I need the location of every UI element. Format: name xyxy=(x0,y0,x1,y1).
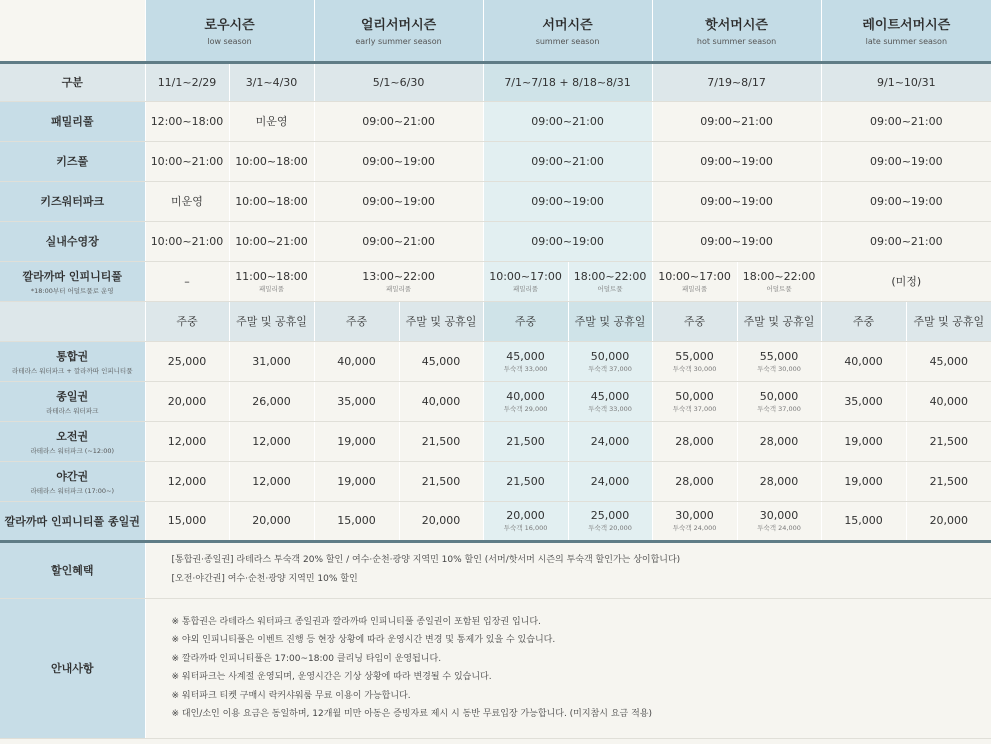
price-cell xyxy=(145,421,229,461)
price-cell xyxy=(737,341,821,381)
price-cell xyxy=(906,461,991,501)
price-value: 35,000 xyxy=(337,394,376,408)
row-label xyxy=(0,461,145,501)
price-cell xyxy=(145,381,229,421)
price-cell xyxy=(568,381,652,421)
season-en: low season xyxy=(207,37,252,47)
hours-cell: 09:00~21:00 xyxy=(314,221,483,261)
price-cell xyxy=(906,501,991,541)
pool-note: 패밀리풀 xyxy=(258,284,285,293)
date-cell: 3/1~4/30 xyxy=(229,62,314,101)
hours-cell: – xyxy=(145,261,229,301)
hours-cell: 09:00~21:00 xyxy=(821,221,991,261)
price-cell xyxy=(821,381,906,421)
ticket-name: 야간권 xyxy=(56,469,89,483)
price-value: 45,000 xyxy=(421,354,461,368)
price-cell xyxy=(737,461,821,501)
price-value: 25,000 xyxy=(590,509,630,522)
hours-cell: 09:00~19:00 xyxy=(652,181,821,221)
notice-line: ※ 야외 인피니티풀은 이벤트 진행 등 현장 상황에 따라 운영시간 변경 및 통제가 있을 수 있습니다. xyxy=(171,635,556,645)
hours-row-indoor-pool xyxy=(0,221,991,261)
price-value: 15,000 xyxy=(167,514,207,527)
price-cell xyxy=(314,381,399,421)
price-value: 35,000 xyxy=(844,394,883,408)
price-cell xyxy=(906,341,991,381)
time-text: 10:00~17:00 xyxy=(658,269,731,283)
hours-cell xyxy=(229,261,314,301)
discount-line: [오전·야간권] 여수·순천·광양 지역민 10% 할인 xyxy=(171,574,358,584)
ticket-desc: 라테라스 워터파크 + 깔라까따 인피니티풀 xyxy=(12,366,133,375)
price-value: 50,000 xyxy=(675,389,714,403)
price-value: 24,000 xyxy=(590,474,630,488)
price-value: 20,000 xyxy=(167,394,207,408)
price-value: 25,000 xyxy=(167,354,207,368)
hours-cell xyxy=(652,261,737,301)
price-cell xyxy=(229,341,314,381)
guest-price: 투숙객 33,000 xyxy=(503,364,548,373)
price-cell xyxy=(483,501,568,541)
season-early-summer xyxy=(314,0,483,62)
hours-cell: 09:00~19:00 xyxy=(314,181,483,221)
price-value: 45,000 xyxy=(929,354,969,368)
price-cell xyxy=(314,341,399,381)
price-value: 21,500 xyxy=(421,434,461,448)
time-text: 18:00~22:00 xyxy=(573,269,647,283)
hours-cell: 10:00~21:00 xyxy=(145,221,229,261)
price-cell xyxy=(399,501,483,541)
season-summer xyxy=(483,0,652,62)
price-cell xyxy=(483,381,568,421)
ticket-name: 오전권 xyxy=(56,429,89,443)
season-en: late summer season xyxy=(865,37,948,47)
time-text: 18:00~22:00 xyxy=(742,269,816,283)
hours-cell: 09:00~19:00 xyxy=(821,141,991,181)
day-type-cell: 주중 xyxy=(483,301,568,341)
hours-cell: 09:00~21:00 xyxy=(314,101,483,141)
price-value: 50,000 xyxy=(759,389,799,403)
price-cell xyxy=(229,461,314,501)
price-cell xyxy=(399,381,483,421)
ticket-name: 종일권 xyxy=(56,389,89,403)
discount-content xyxy=(145,541,991,598)
notice-line: ※ 워터파크는 사계절 운영되며, 운영시간은 기상 상황에 따라 변경될 수 있습니다. xyxy=(171,672,492,682)
price-value: 28,000 xyxy=(675,474,714,488)
guest-price: 투숙객 16,000 xyxy=(503,524,548,532)
price-cell xyxy=(229,501,314,541)
hours-cell: 미운영 xyxy=(145,181,229,221)
price-cell xyxy=(652,501,737,541)
time-text: 10:00~17:00 xyxy=(489,269,562,283)
hours-cell: 09:00~19:00 xyxy=(483,181,652,221)
ticket-name: 깔라까따 인피니티풀 종일권 xyxy=(4,514,140,528)
day-type-cell: 주중 xyxy=(821,301,906,341)
row-label: 키즈풀 xyxy=(0,141,145,181)
time-text: 13:00~22:00 xyxy=(362,269,435,283)
guest-price: 투숙객 37,000 xyxy=(588,364,632,373)
date-cell: 9/1~10/31 xyxy=(821,62,991,101)
season-name: 서머시즌 xyxy=(542,18,593,34)
price-cell xyxy=(906,421,991,461)
price-rows xyxy=(0,341,991,541)
row-label: 패밀리풀 xyxy=(0,101,145,141)
hours-cell: 09:00~19:00 xyxy=(652,141,821,181)
season-en: hot summer season xyxy=(696,37,777,47)
price-cell xyxy=(399,461,483,501)
pool-note: 패밀리풀 xyxy=(512,284,539,293)
season-name: 로우시즌 xyxy=(204,18,255,34)
day-type-cell: 주중 xyxy=(314,301,399,341)
hours-cell xyxy=(483,261,568,301)
price-cell xyxy=(906,381,991,421)
price-cell xyxy=(568,341,652,381)
ticket-name: 통합권 xyxy=(56,349,89,363)
price-cell xyxy=(737,381,821,421)
price-value: 19,000 xyxy=(337,474,376,488)
price-value: 15,000 xyxy=(844,514,883,527)
price-cell xyxy=(568,501,652,541)
hours-row-family-pool xyxy=(0,101,991,141)
hours-cell: 09:00~21:00 xyxy=(483,101,652,141)
price-value: 15,000 xyxy=(337,514,376,527)
price-value: 50,000 xyxy=(590,349,630,363)
price-value: 20,000 xyxy=(506,509,545,522)
pool-note: 패밀리풀 xyxy=(385,284,412,293)
price-value: 40,000 xyxy=(929,394,969,408)
guest-price: 투숙객 29,000 xyxy=(503,404,548,413)
guest-price: 투숙객 24,000 xyxy=(672,524,717,532)
ticket-desc: 라테라스 워터파크 (~12:00) xyxy=(30,446,115,455)
notice-content xyxy=(145,598,991,738)
row-label xyxy=(0,501,145,541)
price-cell xyxy=(821,341,906,381)
hours-row-kids-waterpark xyxy=(0,181,991,221)
price-value: 40,000 xyxy=(421,394,461,408)
price-cell xyxy=(314,421,399,461)
season-name: 얼리서머시즌 xyxy=(360,18,437,34)
price-value: 20,000 xyxy=(252,514,291,527)
row-label: 할인혜택 xyxy=(0,541,145,598)
discount-line: [통합권·종일권] 라테라스 투숙객 20% 할인 / 여수·순천·광양 지역민 10% 할인 (서머/핫서머 시즌의 투숙객 할인가는 상이합니다) xyxy=(171,555,681,565)
notice-line: ※ 대인/소인 이용 요금은 동일하며, 12개월 미만 아동은 증빙자료 제시 시 동반 무료입장 가능합니다. (미지참시 요금 적용) xyxy=(171,709,652,719)
season-name: 핫서머시즌 xyxy=(705,18,768,34)
price-value: 21,500 xyxy=(506,434,545,448)
price-value: 26,000 xyxy=(252,394,291,408)
hours-cell: 09:00~21:00 xyxy=(483,141,652,181)
hours-row-infinity-pool xyxy=(0,261,991,301)
price-value: 21,500 xyxy=(421,474,461,488)
price-cell xyxy=(314,501,399,541)
season-late-summer xyxy=(821,0,991,62)
price-cell xyxy=(568,421,652,461)
day-type-cell: 주말 및 공휴일 xyxy=(399,301,483,341)
hours-cell: 09:00~21:00 xyxy=(652,101,821,141)
row-label-sub: *18:00부터 어덜트풀로 운영 xyxy=(30,286,114,295)
row-label-empty xyxy=(0,301,145,341)
day-type-row xyxy=(0,301,991,341)
price-value: 28,000 xyxy=(759,434,799,448)
pool-note: 어덜트풀 xyxy=(766,284,792,293)
price-value: 19,000 xyxy=(844,474,883,488)
guest-price: 투숙객 30,000 xyxy=(757,364,801,373)
price-cell xyxy=(483,341,568,381)
hours-cell: 09:00~21:00 xyxy=(821,101,991,141)
hours-cell: 10:00~21:00 xyxy=(229,221,314,261)
price-value: 12,000 xyxy=(167,434,207,448)
price-value: 28,000 xyxy=(675,434,714,448)
hours-cell: 10:00~18:00 xyxy=(229,181,314,221)
day-type-cell: 주중 xyxy=(652,301,737,341)
day-type-cell: 주중 xyxy=(145,301,229,341)
row-label xyxy=(0,341,145,381)
price-row xyxy=(0,501,991,541)
ticket-desc: 라테라스 워터파크 (17:00~) xyxy=(30,486,115,495)
price-cell xyxy=(652,421,737,461)
price-value: 55,000 xyxy=(675,349,714,363)
price-value: 40,000 xyxy=(337,354,376,368)
price-cell xyxy=(737,501,821,541)
hours-cell: 09:00~19:00 xyxy=(314,141,483,181)
price-cell xyxy=(399,341,483,381)
notice-line: ※ 워터파크 티켓 구매시 락커샤워룸 무료 이용이 가능합니다. xyxy=(171,690,411,701)
date-cell: 7/19~8/17 xyxy=(652,62,821,101)
row-label: 안내사항 xyxy=(0,598,145,738)
row-label xyxy=(0,261,145,301)
guest-price: 투숙객 20,000 xyxy=(588,524,632,532)
row-label: 실내수영장 xyxy=(0,221,145,261)
guest-price: 투숙객 33,000 xyxy=(588,404,632,413)
price-cell xyxy=(652,341,737,381)
hours-cell xyxy=(737,261,821,301)
row-label: 키즈워터파크 xyxy=(0,181,145,221)
day-type-cell: 주말 및 공휴일 xyxy=(906,301,991,341)
hours-cell: 12:00~18:00 xyxy=(145,101,229,141)
guest-price: 투숙객 30,000 xyxy=(672,364,717,373)
row-label xyxy=(0,421,145,461)
price-cell xyxy=(145,501,229,541)
notice-line: ※ 깔라까따 인피니티풀은 17:00~18:00 클리닝 타임이 운영됩니다. xyxy=(171,653,442,664)
hours-cell xyxy=(314,261,483,301)
price-value: 31,000 xyxy=(252,354,291,368)
price-value: 55,000 xyxy=(759,349,799,363)
season-low xyxy=(145,0,314,62)
time-text: 11:00~18:00 xyxy=(235,269,308,283)
season-header-row xyxy=(0,0,991,62)
price-value: 40,000 xyxy=(844,354,883,368)
price-row xyxy=(0,421,991,461)
hours-row-kids-pool xyxy=(0,141,991,181)
season-en: summer season xyxy=(535,37,600,47)
price-value: 20,000 xyxy=(421,514,461,527)
price-value: 19,000 xyxy=(844,434,883,448)
price-cell xyxy=(483,461,568,501)
hours-cell: 미운영 xyxy=(229,101,314,141)
date-cell: 5/1~6/30 xyxy=(314,62,483,101)
price-value: 24,000 xyxy=(590,434,630,448)
price-value: 45,000 xyxy=(590,389,630,403)
date-cell: 7/1~7/18 + 8/18~8/31 xyxy=(483,62,652,101)
discount-row xyxy=(0,541,991,598)
price-value: 30,000 xyxy=(759,509,799,522)
price-cell xyxy=(652,461,737,501)
price-cell xyxy=(737,421,821,461)
hours-cell: 09:00~19:00 xyxy=(483,221,652,261)
day-type-cell: 주말 및 공휴일 xyxy=(737,301,821,341)
guest-price: 투숙객 24,000 xyxy=(757,524,801,532)
price-cell xyxy=(652,381,737,421)
price-value: 20,000 xyxy=(929,514,969,527)
price-value: 30,000 xyxy=(675,509,714,522)
price-cell xyxy=(399,421,483,461)
price-cell xyxy=(821,421,906,461)
price-row xyxy=(0,461,991,501)
hours-cell: 09:00~19:00 xyxy=(652,221,821,261)
price-cell xyxy=(145,461,229,501)
price-cell xyxy=(821,461,906,501)
price-cell xyxy=(568,461,652,501)
price-value: 21,500 xyxy=(929,434,969,448)
price-cell xyxy=(821,501,906,541)
hours-cell: (미정) xyxy=(821,261,991,301)
guest-price: 투숙객 37,000 xyxy=(757,404,801,413)
hours-cell: 10:00~21:00 xyxy=(145,141,229,181)
price-value: 45,000 xyxy=(506,349,545,363)
day-type-cell: 주말 및 공휴일 xyxy=(568,301,652,341)
row-label-text: 깔라까따 인피니티풀 xyxy=(22,269,122,283)
price-cell xyxy=(483,421,568,461)
price-value: 19,000 xyxy=(337,434,376,448)
price-row xyxy=(0,381,991,421)
day-type-cell: 주말 및 공휴일 xyxy=(229,301,314,341)
guest-price: 투숙객 37,000 xyxy=(672,404,717,413)
row-label: 구분 xyxy=(0,62,145,101)
row-label xyxy=(0,381,145,421)
season-name: 레이트서머시즌 xyxy=(862,18,951,34)
season-en: early summer season xyxy=(355,37,442,47)
date-cell: 11/1~2/29 xyxy=(145,62,229,101)
price-value: 40,000 xyxy=(506,389,545,403)
pool-note: 패밀리풀 xyxy=(681,284,708,293)
price-row xyxy=(0,341,991,381)
price-value: 21,500 xyxy=(929,474,969,488)
pool-note: 어덜트풀 xyxy=(597,284,623,293)
price-value: 12,000 xyxy=(252,474,291,488)
hours-cell xyxy=(568,261,652,301)
date-range-row xyxy=(0,62,991,101)
price-value: 28,000 xyxy=(759,474,799,488)
ticket-desc: 라테라스 워터파크 xyxy=(46,406,99,415)
corner-cell xyxy=(0,0,145,62)
notice-row xyxy=(0,598,991,738)
price-value: 21,500 xyxy=(506,474,545,488)
price-cell xyxy=(314,461,399,501)
season-hot-summer xyxy=(652,0,821,62)
price-cell xyxy=(229,421,314,461)
price-value: 12,000 xyxy=(167,474,207,488)
notice-line: ※ 통합권은 라테라스 워터파크 종일권과 깔라까따 인피니티풀 종일권이 포함된 입장권 입니다. xyxy=(171,616,541,627)
price-cell xyxy=(229,381,314,421)
hours-cell: 10:00~18:00 xyxy=(229,141,314,181)
price-value: 12,000 xyxy=(252,434,291,448)
hours-cell: 09:00~19:00 xyxy=(821,181,991,221)
price-cell xyxy=(145,341,229,381)
